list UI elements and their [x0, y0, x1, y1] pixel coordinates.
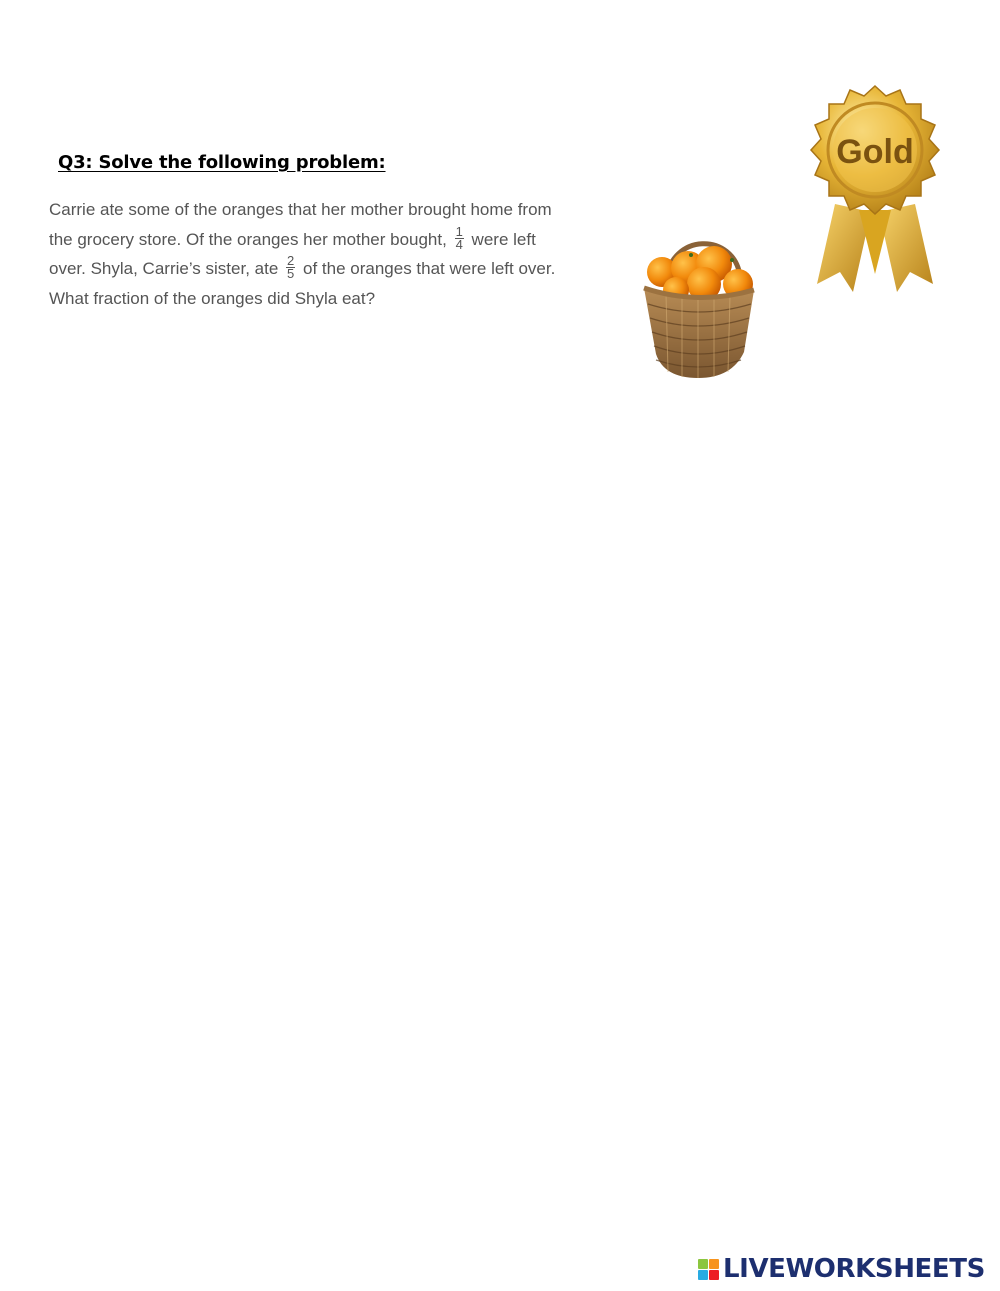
- logo-square: [698, 1259, 708, 1269]
- logo-square: [698, 1270, 708, 1280]
- fraction-two-fifths: [286, 255, 295, 280]
- problem-line-2: [49, 225, 659, 255]
- fraction-denominator: 5: [287, 266, 295, 282]
- orange-basket-image: [636, 232, 760, 380]
- problem-line-2-end: were left: [471, 229, 536, 249]
- fraction-denominator: 4: [455, 236, 463, 252]
- gold-badge-text: Gold: [836, 133, 914, 171]
- problem-line-3-end: of the oranges that were left over.: [303, 259, 556, 278]
- logo-square: [709, 1270, 719, 1280]
- logo-mark-icon: [698, 1259, 719, 1280]
- problem-line-3-start: over. Shyla, Carrie’s sister, ate: [49, 259, 279, 278]
- problem-line-4: What fraction of the oranges did Shyla eat?: [49, 288, 376, 308]
- gold-medal-icon: [795, 84, 955, 294]
- problem-line-2-start: the grocery store. Of the oranges her mother bought,: [49, 229, 447, 249]
- fraction-numerator: 1: [455, 223, 463, 239]
- logo-square: [709, 1259, 719, 1269]
- fraction-one-quarter: [455, 223, 464, 252]
- liveworksheets-logo: [698, 1254, 985, 1284]
- question-heading: Q3: Solve the following problem:: [58, 152, 386, 173]
- problem-line-3: [49, 254, 659, 284]
- problem-line-1: Carrie ate some of the oranges that her mother brought home from: [49, 200, 552, 219]
- problem-text: [49, 195, 659, 313]
- brand-name: LIVEWORKSHEETS: [723, 1254, 985, 1284]
- fraction-numerator: 2: [287, 253, 295, 269]
